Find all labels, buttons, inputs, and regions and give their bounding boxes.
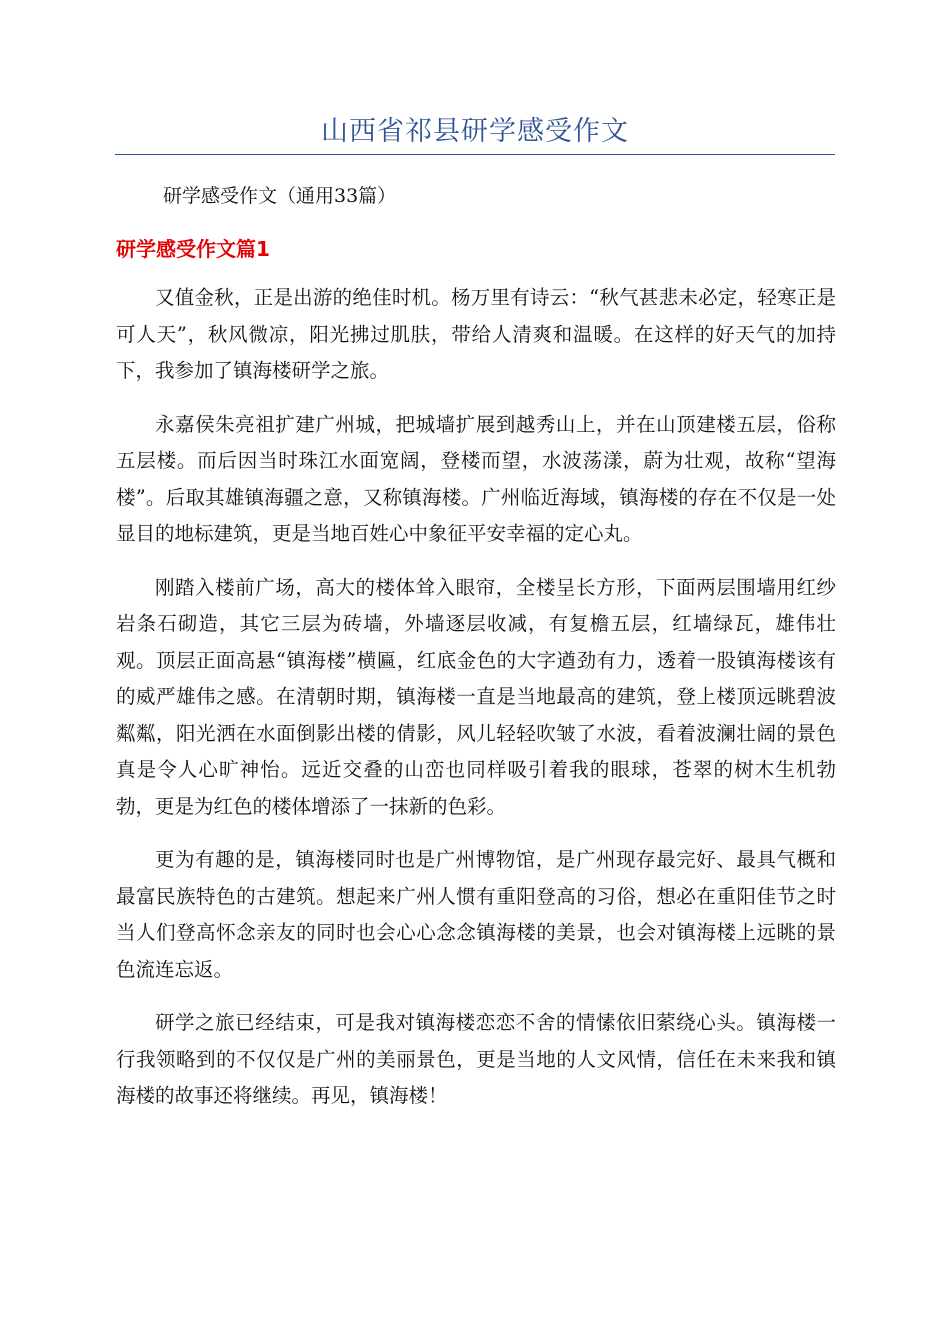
paragraph-4: 更为有趣的是，镇海楼同时也是广州博物馆，是广州现存最完好、最具气概和最富民族特色的古建筑。想起来广州人惯有重阳登高的习俗，想必在重阳佳节之时当人们登高怀念亲友的同时也会心心念念镇海楼的美景，也会对镇海楼上远眺的景色流连忘返。 bbox=[116, 848, 836, 981]
paragraph-3: 刚踏入楼前广场，高大的楼体耸入眼帘，全楼呈长方形，下面两层围墙用红纱岩条石砌造，其它三层为砖墙，外墙逐层收减，有复檐五层，红墙绿瓦，雄伟壮观。顶层正面高悬“镇海楼”横匾，红底金色的大字遒劲有力，透着一股镇海楼该有的威严雄伟之感。在清朝时期，镇海楼一直是当地最高的建筑，登上楼顶远眺碧波粼粼，阳光洒在水面倒影出楼的倩影，风儿轻轻吹皱了水波，看着波澜壮阔的景色真是令人心旷神怡。远近交叠的山峦也同样吸引着我的眼球，苍翠的树木生机勃勃，更是为红色的楼体增添了一抹新的色彩。 bbox=[116, 575, 836, 818]
paragraph-1: 又值金秋，正是出游的绝佳时机。杨万里有诗云：“秋气甚悲未必定，轻寒正是可人天”，秋风微凉，阳光拂过肌肤，带给人清爽和温暖。在这样的好天气的加持下，我参加了镇海楼研学之旅。 bbox=[116, 286, 836, 382]
paragraph-5: 研学之旅已经结束，可是我对镇海楼恋恋不舍的情愫依旧萦绕心头。镇海楼一行我领略到的不仅仅是广州的美丽景色，更是当地的人文风情，信任在未来我和镇海楼的故事还将继续。再见，镇海楼！ bbox=[116, 1011, 836, 1107]
paragraph-2: 永嘉侯朱亮祖扩建广州城，把城墙扩展到越秀山上，并在山顶建楼五层，俗称五层楼。而后因当时珠江水面宽阔，登楼而望，水波荡漾，蔚为壮观，故称“望海楼”。后取其雄镇海疆之意，又称镇海楼。广州临近海域，镇海楼的存在不仅是一处显目的地标建筑，更是当地百姓心中象征平安幸福的定心丸。 bbox=[116, 412, 836, 545]
section-heading: 研学感受作文篇1 bbox=[116, 237, 270, 261]
article-body bbox=[116, 280, 836, 1132]
title-underline bbox=[115, 154, 835, 155]
document-title: 山西省祁县研学感受作文 bbox=[321, 116, 629, 147]
document-subtitle: 研学感受作文（通用33篇） bbox=[163, 185, 397, 207]
